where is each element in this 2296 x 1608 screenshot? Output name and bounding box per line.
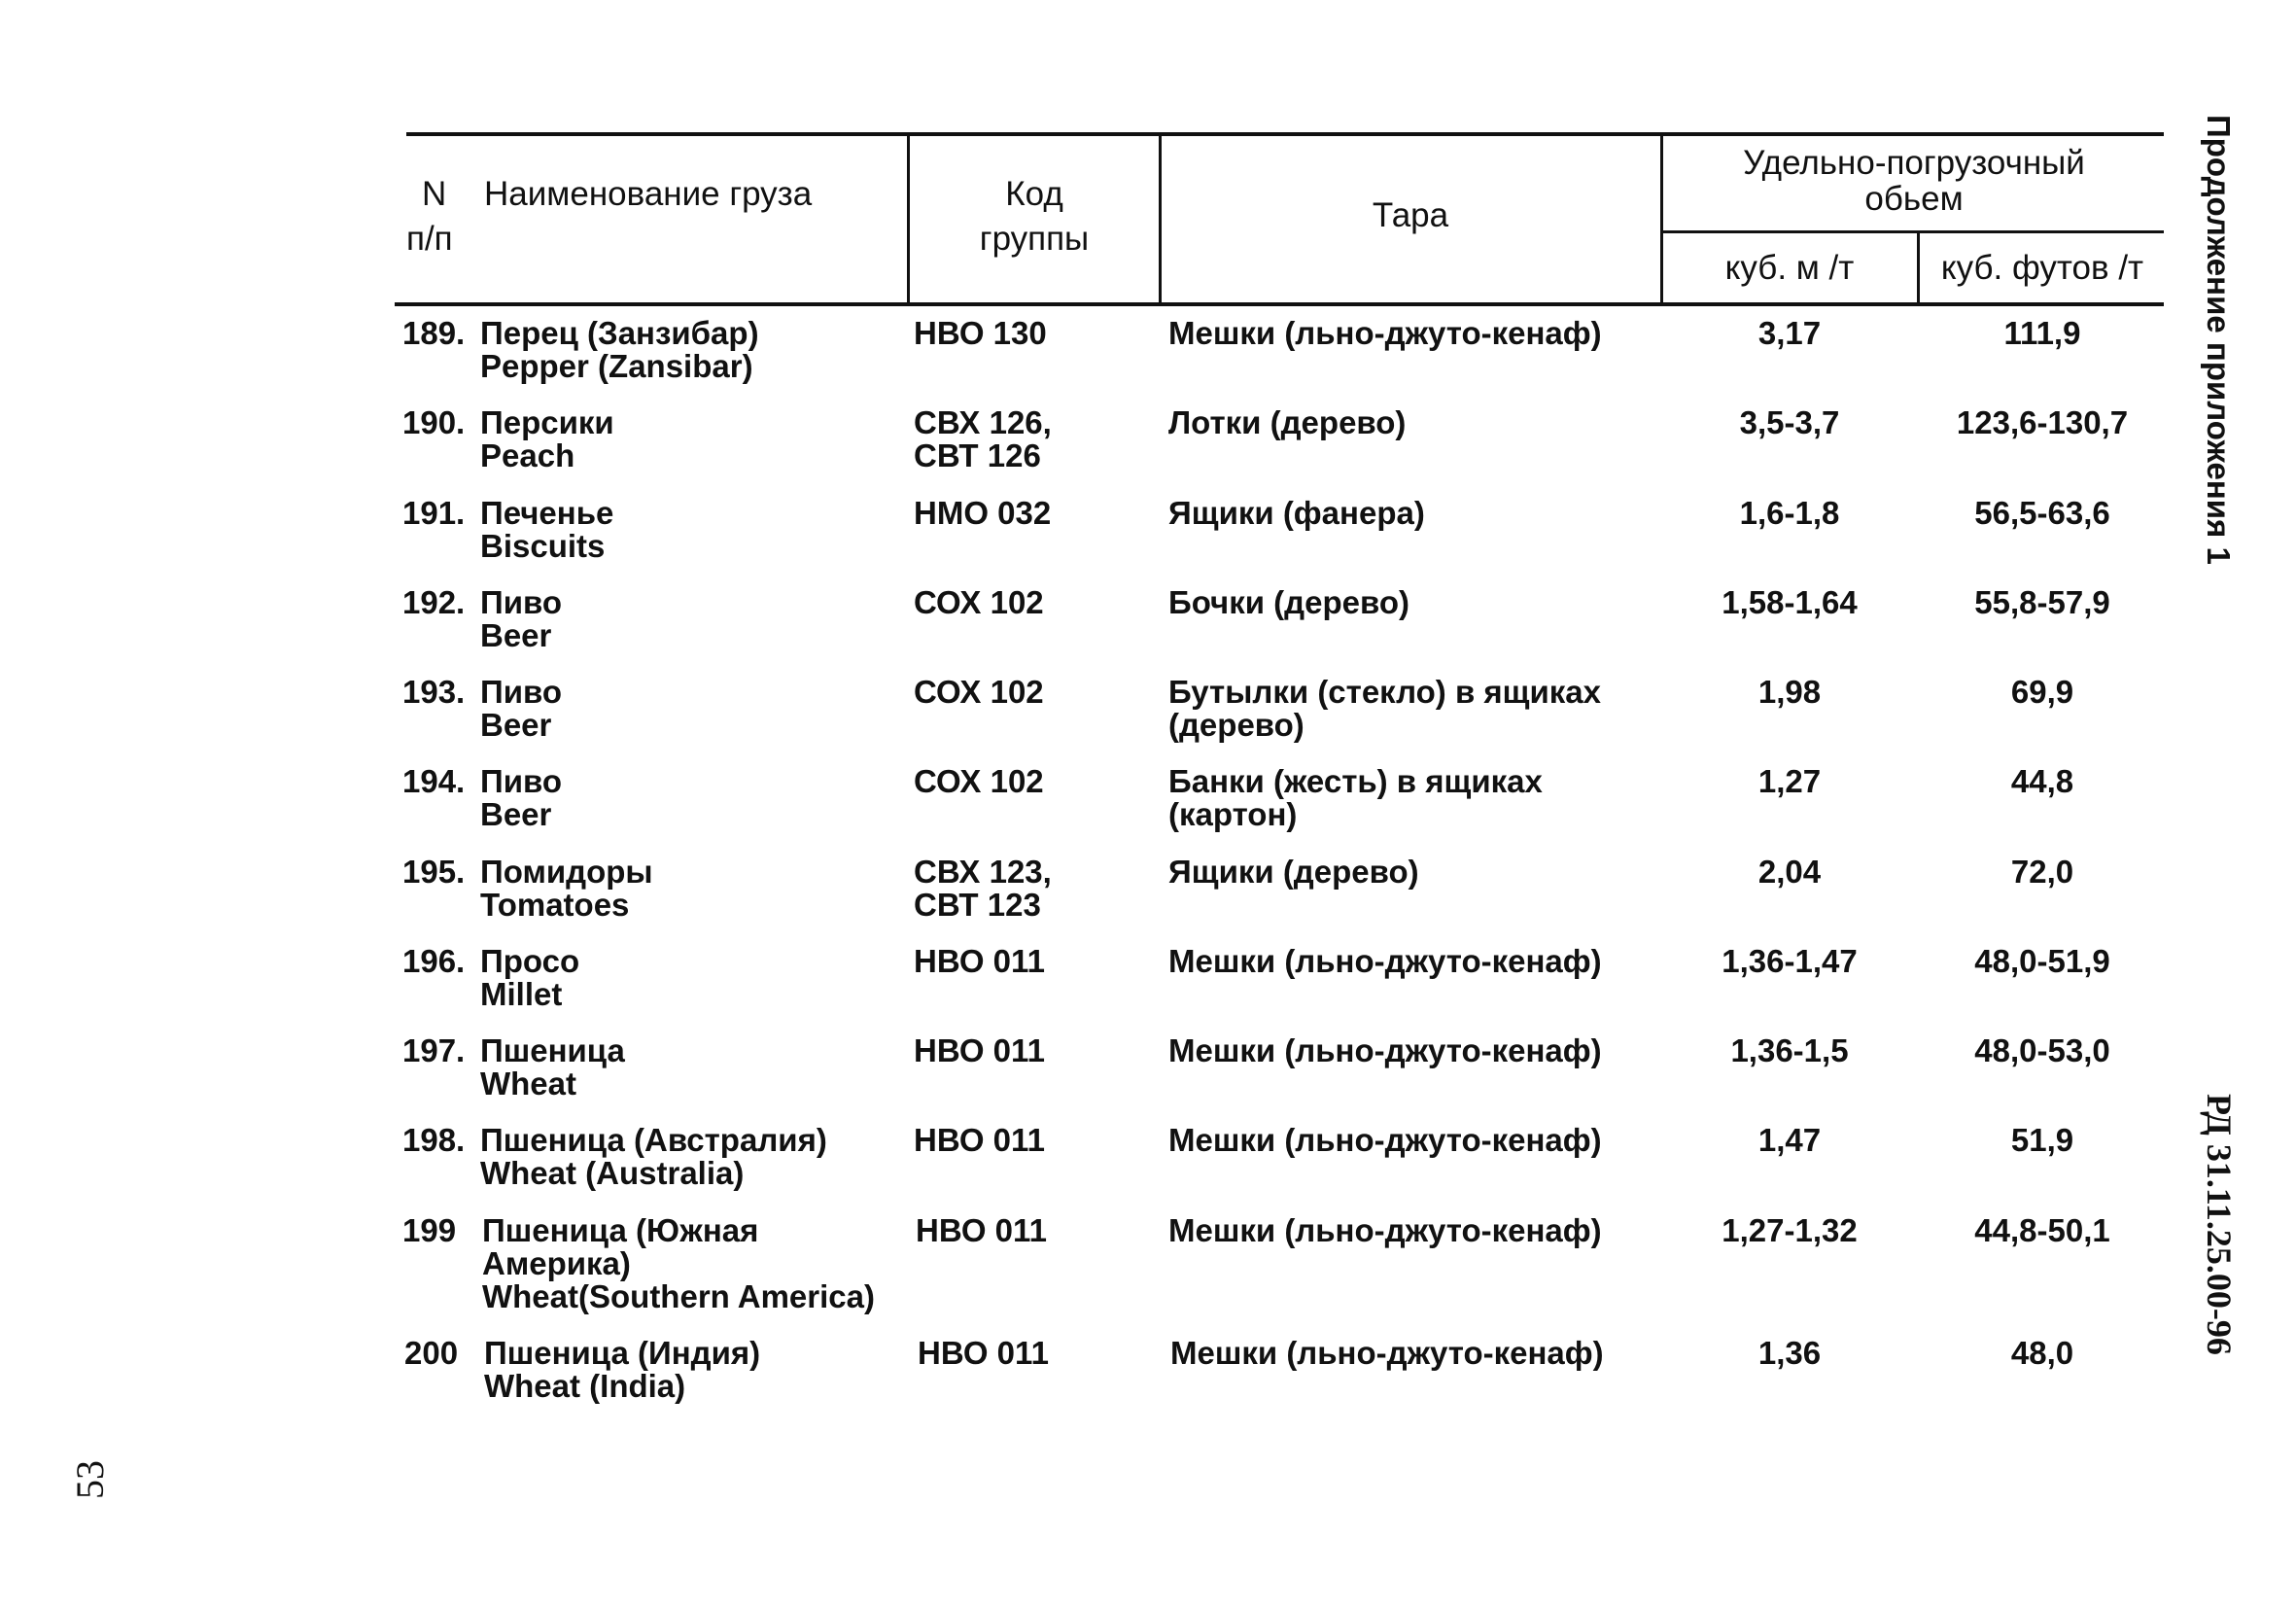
volume-cubic-m: 3,5-3,7 bbox=[1739, 404, 1840, 440]
volume-cubic-ft: 69,9 bbox=[2010, 674, 2074, 710]
volume-cubic-m: 1,27-1,32 bbox=[1722, 1212, 1858, 1248]
cargo-name-en: Wheat (India) bbox=[484, 1368, 686, 1404]
cargo-name-ru: Пшеница (Индия) bbox=[484, 1335, 761, 1371]
row-number: 198. bbox=[402, 1122, 466, 1158]
header-num-top: N bbox=[422, 175, 447, 213]
header-volume-bottom: обьем bbox=[1864, 180, 1964, 218]
volume-cubic-ft: 48,0-53,0 bbox=[1974, 1032, 2110, 1068]
group-code: НМО 032 bbox=[914, 495, 1052, 531]
cargo-name-ru-line2: Америка) bbox=[482, 1245, 631, 1281]
table-top-rule bbox=[406, 132, 2164, 136]
continuation-note: Продолжение приложения 1 bbox=[2201, 115, 2237, 565]
group-code: СВХ 126, bbox=[914, 404, 1052, 440]
cargo-name-ru: Пиво bbox=[480, 763, 563, 799]
document-code: РД 31.11.25.00-96 bbox=[2200, 1094, 2239, 1355]
cargo-name-en: Wheat(Southern America) bbox=[482, 1278, 875, 1314]
volume-cubic-ft: 56,5-63,6 bbox=[1974, 495, 2110, 531]
cargo-name-en: Beer bbox=[480, 796, 552, 832]
column-divider-volume bbox=[1660, 134, 1663, 304]
packaging: Бутылки (стекло) в ящиках bbox=[1168, 674, 1602, 710]
volume-cubic-ft: 72,0 bbox=[2010, 854, 2074, 890]
row-number: 194. bbox=[402, 763, 466, 799]
cargo-name-en: Millet bbox=[480, 976, 563, 1012]
cargo-name-ru: Персики bbox=[480, 404, 614, 440]
volume-cubic-ft: 55,8-57,9 bbox=[1974, 584, 2110, 620]
volume-cubic-m: 1,58-1,64 bbox=[1722, 584, 1858, 620]
cargo-name-ru: Перец (Занзибар) bbox=[480, 315, 759, 351]
row-number: 197. bbox=[402, 1032, 466, 1068]
cargo-name-en: Tomatoes bbox=[480, 887, 630, 923]
group-code: СОХ 102 bbox=[914, 584, 1044, 620]
packaging: Мешки (льно-джуто-кенаф) bbox=[1168, 1032, 1602, 1068]
column-divider-tara bbox=[1159, 134, 1162, 304]
volume-cubic-m: 1,6-1,8 bbox=[1739, 495, 1840, 531]
cargo-name-ru: Пшеница bbox=[480, 1032, 625, 1068]
group-code-line2: СВТ 123 bbox=[914, 887, 1041, 923]
packaging: Бочки (дерево) bbox=[1168, 584, 1409, 620]
page-number: 53 bbox=[68, 1460, 112, 1499]
volume-cubic-ft: 123,6-130,7 bbox=[1956, 404, 2129, 440]
group-code: НВО 011 bbox=[916, 1212, 1047, 1248]
group-code: НВО 011 bbox=[918, 1335, 1049, 1371]
volume-cubic-ft: 44,8 bbox=[2010, 763, 2074, 799]
volume-cubic-ft: 51,9 bbox=[2010, 1122, 2074, 1158]
row-number: 200 bbox=[404, 1335, 459, 1371]
cargo-name-ru: Печенье bbox=[480, 495, 614, 531]
group-code: НВО 011 bbox=[914, 1032, 1045, 1068]
packaging: Банки (жесть) в ящиках bbox=[1168, 763, 1543, 799]
group-code: НВО 130 bbox=[914, 315, 1047, 351]
row-number: 199 bbox=[402, 1212, 457, 1248]
packaging: Ящики (дерево) bbox=[1168, 854, 1419, 890]
packaging: Лотки (дерево) bbox=[1168, 404, 1407, 440]
volume-cubic-m: 1,36-1,5 bbox=[1730, 1032, 1849, 1068]
packaging: Ящики (фанера) bbox=[1168, 495, 1425, 531]
row-number: 195. bbox=[402, 854, 466, 890]
row-number: 191. bbox=[402, 495, 466, 531]
header-unit-m: куб. м /т bbox=[1724, 249, 1855, 287]
packaging: Мешки (льно-джуто-кенаф) bbox=[1168, 1122, 1602, 1158]
volume-cubic-m: 1,47 bbox=[1757, 1122, 1822, 1158]
column-divider-code bbox=[907, 134, 910, 304]
volume-cubic-m: 1,36-1,47 bbox=[1722, 943, 1858, 979]
cargo-name-ru: Помидоры bbox=[480, 854, 653, 890]
row-number: 190. bbox=[402, 404, 466, 440]
table-header-rule bbox=[395, 302, 2164, 306]
cargo-name-en: Biscuits bbox=[480, 528, 606, 564]
volume-cubic-m: 1,36 bbox=[1757, 1335, 1822, 1371]
cargo-name-en: Pepper (Zansibar) bbox=[480, 348, 753, 384]
volume-cubic-m: 3,17 bbox=[1757, 315, 1822, 351]
column-divider-units bbox=[1917, 232, 1920, 304]
volume-cubic-ft: 48,0 bbox=[2010, 1335, 2074, 1371]
cargo-name-ru: Пшеница (Австралия) bbox=[480, 1122, 827, 1158]
packaging: Мешки (льно-джуто-кенаф) bbox=[1168, 315, 1602, 351]
group-code: СОХ 102 bbox=[914, 674, 1044, 710]
group-code: СВХ 123, bbox=[914, 854, 1052, 890]
header-tara: Тара bbox=[1372, 196, 1449, 234]
header-code-bottom: группы bbox=[979, 220, 1090, 258]
volume-cubic-ft: 111,9 bbox=[2003, 315, 2081, 351]
cargo-name-en: Wheat (Australia) bbox=[480, 1155, 745, 1191]
group-code-line2: СВТ 126 bbox=[914, 437, 1041, 473]
packaging: Мешки (льно-джуто-кенаф) bbox=[1168, 943, 1602, 979]
header-code-top: Код bbox=[1005, 175, 1063, 213]
group-code: НВО 011 bbox=[914, 943, 1045, 979]
packaging: Мешки (льно-джуто-кенаф) bbox=[1170, 1335, 1604, 1371]
header-name: Наименование груза bbox=[484, 175, 813, 213]
cargo-name-en: Beer bbox=[480, 707, 552, 743]
header-volume-top: Удельно-погрузочный bbox=[1743, 144, 2085, 182]
cargo-name-ru: Пиво bbox=[480, 584, 563, 620]
volume-cubic-ft: 44,8-50,1 bbox=[1974, 1212, 2110, 1248]
header-num-bottom: п/п bbox=[406, 220, 453, 258]
packaging-line2: (картон) bbox=[1168, 796, 1298, 832]
row-number: 193. bbox=[402, 674, 466, 710]
packaging-line2: (дерево) bbox=[1168, 707, 1305, 743]
cargo-name-ru: Просо bbox=[480, 943, 580, 979]
volume-cubic-m: 1,27 bbox=[1757, 763, 1822, 799]
volume-cubic-ft: 48,0-51,9 bbox=[1974, 943, 2110, 979]
packaging: Мешки (льно-джуто-кенаф) bbox=[1168, 1212, 1602, 1248]
row-number: 192. bbox=[402, 584, 466, 620]
row-number: 196. bbox=[402, 943, 466, 979]
cargo-name-en: Beer bbox=[480, 617, 552, 653]
cargo-name-ru: Пшеница (Южная bbox=[482, 1212, 759, 1248]
cargo-name-en: Peach bbox=[480, 437, 575, 473]
header-unit-ft: куб. футов /т bbox=[1940, 249, 2144, 287]
volume-cubic-m: 2,04 bbox=[1757, 854, 1822, 890]
row-number: 189. bbox=[402, 315, 466, 351]
volume-header-rule bbox=[1662, 230, 2164, 233]
cargo-name-ru: Пиво bbox=[480, 674, 563, 710]
group-code: НВО 011 bbox=[914, 1122, 1045, 1158]
group-code: СОХ 102 bbox=[914, 763, 1044, 799]
cargo-name-en: Wheat bbox=[480, 1066, 576, 1101]
volume-cubic-m: 1,98 bbox=[1757, 674, 1822, 710]
